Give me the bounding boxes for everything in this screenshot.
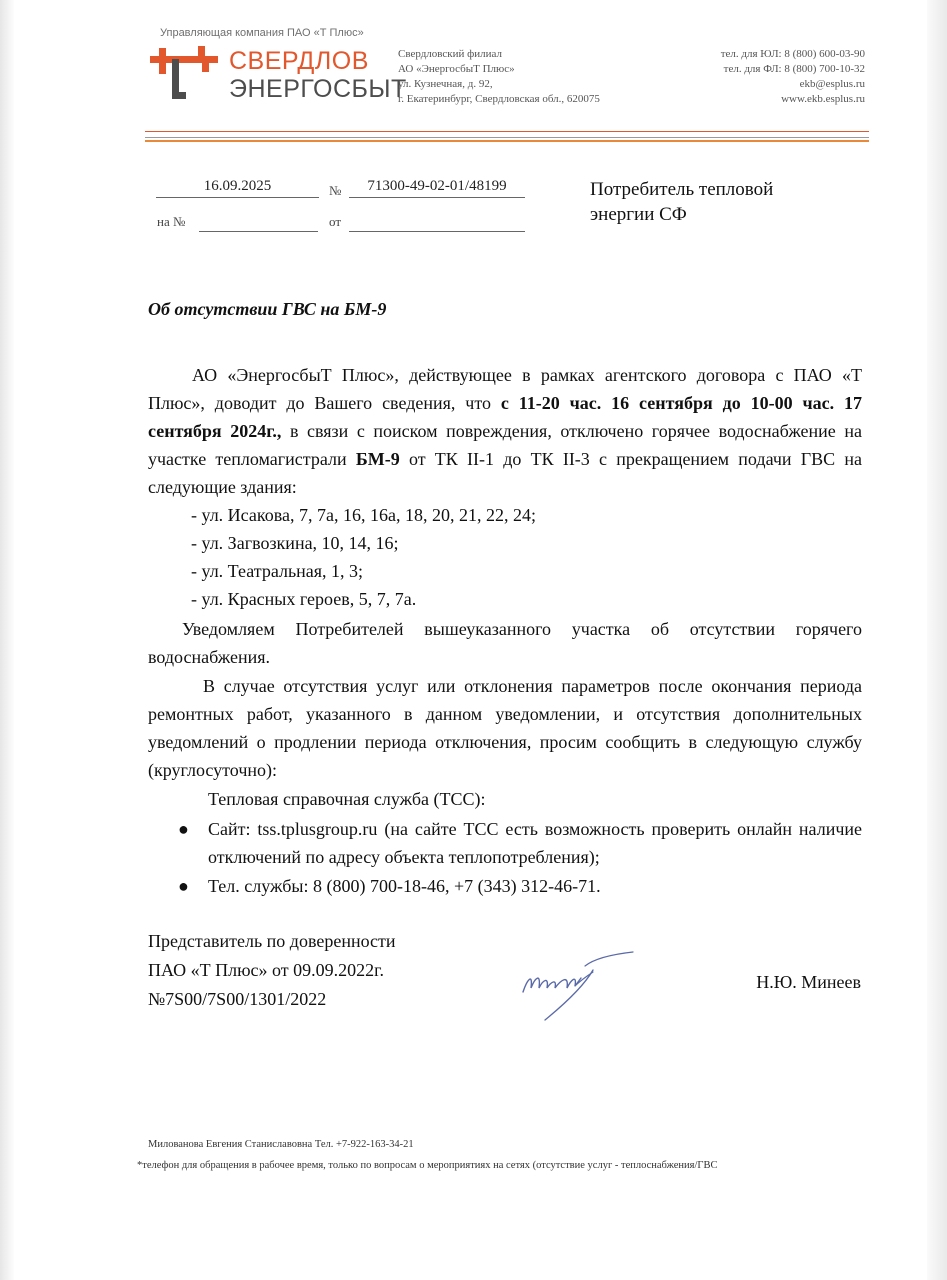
page-right-edge xyxy=(927,0,947,1280)
recipient-block xyxy=(590,177,773,227)
signatory-line: №7S00/7S00/1301/2022 xyxy=(148,989,327,1009)
paragraph-text: АО «ЭнергосбыТ Плюс», действующее в рамках агентского договора с ПАО «Т Плюс», доводит до Вашего сведения, что xyxy=(148,365,862,413)
t-plus-logo-icon xyxy=(150,42,222,102)
contact-email: ekb@esplus.ru xyxy=(799,78,865,90)
signatory-line: Представитель по доверенности xyxy=(148,931,396,951)
list-item xyxy=(178,872,862,900)
header-divider-gray xyxy=(145,137,869,138)
brand-name-line1: СВЕРДЛОВ xyxy=(229,47,369,75)
letter-subject: Об отсутствии ГВС на БМ-9 xyxy=(148,299,387,319)
recipient-line: Потребитель тепловой xyxy=(590,179,774,200)
number-label: № xyxy=(329,183,342,198)
bullet-icon: ● xyxy=(178,819,189,839)
page-left-edge xyxy=(0,0,14,1280)
paragraph-text: В случае отсутствия услуг или отклонения параметров после окончания периода ремонтных работ, указанного в данном уведомлении, и отсутствия дополнительных уведомлений о продлении периода отключения, просим сообщить в следующую службу (круглосуточно): xyxy=(148,676,862,780)
company-address xyxy=(398,47,600,107)
signatory-authority xyxy=(148,927,396,1014)
signatory-name: Н.Ю. Минеев xyxy=(756,972,861,992)
address-line: ул. Кузнечная, д. 92, xyxy=(398,78,493,90)
list-item: - ул. Исакова, 7, 7а, 16, 16а, 18, 20, 21, 22, 24; xyxy=(191,505,536,525)
reference-date-field xyxy=(349,212,525,232)
main-paragraph xyxy=(148,361,862,501)
handwritten-signature xyxy=(515,950,640,1025)
affected-buildings-list xyxy=(191,501,536,613)
bullet-icon: ● xyxy=(178,876,189,896)
executor-contact: Милованова Евгения Станиславовна Тел. +7-922-163-34-21 xyxy=(148,1139,414,1150)
outage-period: с 11-20 час. 16 сентября до 10-00 час. 17 сентября 2024г., xyxy=(148,393,862,441)
management-company-label: Управляющая компания ПАО «Т Плюс» xyxy=(160,27,364,39)
address-line: г. Екатеринбург, Свердловская обл., 620075 xyxy=(398,93,600,105)
address-line: Свердловский филиал xyxy=(398,48,503,60)
list-item xyxy=(178,815,862,871)
paragraph-text: Уведомляем Потребителей вышеуказанного участка об отсутствии горячего водоснабжения. xyxy=(148,619,862,667)
reference-date-label: от xyxy=(329,214,342,229)
service-website-text: Сайт: tss.tplusgroup.ru (на сайте ТСС есть возможность проверить онлайн наличие отключений по адресу объекта теплопотребления); xyxy=(208,819,862,867)
reference-number-field xyxy=(199,212,318,232)
recipient-line: энергии СФ xyxy=(590,204,687,225)
contact-phone-individual: тел. для ФЛ: 8 (800) 700-10-32 xyxy=(723,63,865,75)
paragraph-text: в связи с поиском повреждения, отключено горячее водоснабжение на участке тепломагистрали xyxy=(148,421,862,469)
header-divider-orange-thick xyxy=(145,140,869,142)
signatory-line: ПАО «Т Плюс» от 09.09.2022г. xyxy=(148,960,384,980)
company-contacts xyxy=(721,47,865,107)
address-line: АО «ЭнергосбыТ Плюс» xyxy=(398,63,515,75)
service-title: Тепловая справочная служба (ТСС): xyxy=(208,789,486,809)
list-item: - ул. Красных героев, 5, 7, 7а. xyxy=(191,589,417,609)
brand-name-line2: ЭНЕРГОСБЫТ xyxy=(229,75,407,103)
paragraph-text: от ТК II-1 до ТК II-3 с прекращением подачи ГВС на следующие здания: xyxy=(148,449,862,497)
contact-request-paragraph xyxy=(148,672,862,784)
contact-website: www.ekb.esplus.ru xyxy=(781,93,865,105)
service-contacts-list xyxy=(178,815,862,900)
pipeline-name: БМ-9 xyxy=(355,449,400,469)
outgoing-number-field: 71300-49-02-01/48199 xyxy=(349,178,525,198)
header-divider-orange xyxy=(145,131,869,132)
contact-phone-legal: тел. для ЮЛ: 8 (800) 600-03-90 xyxy=(720,48,865,60)
reference-number-label: на № xyxy=(157,214,186,229)
service-phone-text: Тел. службы: 8 (800) 700-18-46, +7 (343) 312-46-71. xyxy=(208,876,601,896)
notification-paragraph xyxy=(148,615,862,671)
footnote: *телефон для обращения в рабочее время, только по вопросам о мероприятиях на сетях (отсутствие услуг - теплоснабжения/ГВС xyxy=(137,1160,718,1171)
list-item: - ул. Загвозкина, 10, 14, 16; xyxy=(191,533,399,553)
list-item: - ул. Театральная, 1, 3; xyxy=(191,561,364,581)
outgoing-date-field: 16.09.2025 xyxy=(156,178,319,198)
